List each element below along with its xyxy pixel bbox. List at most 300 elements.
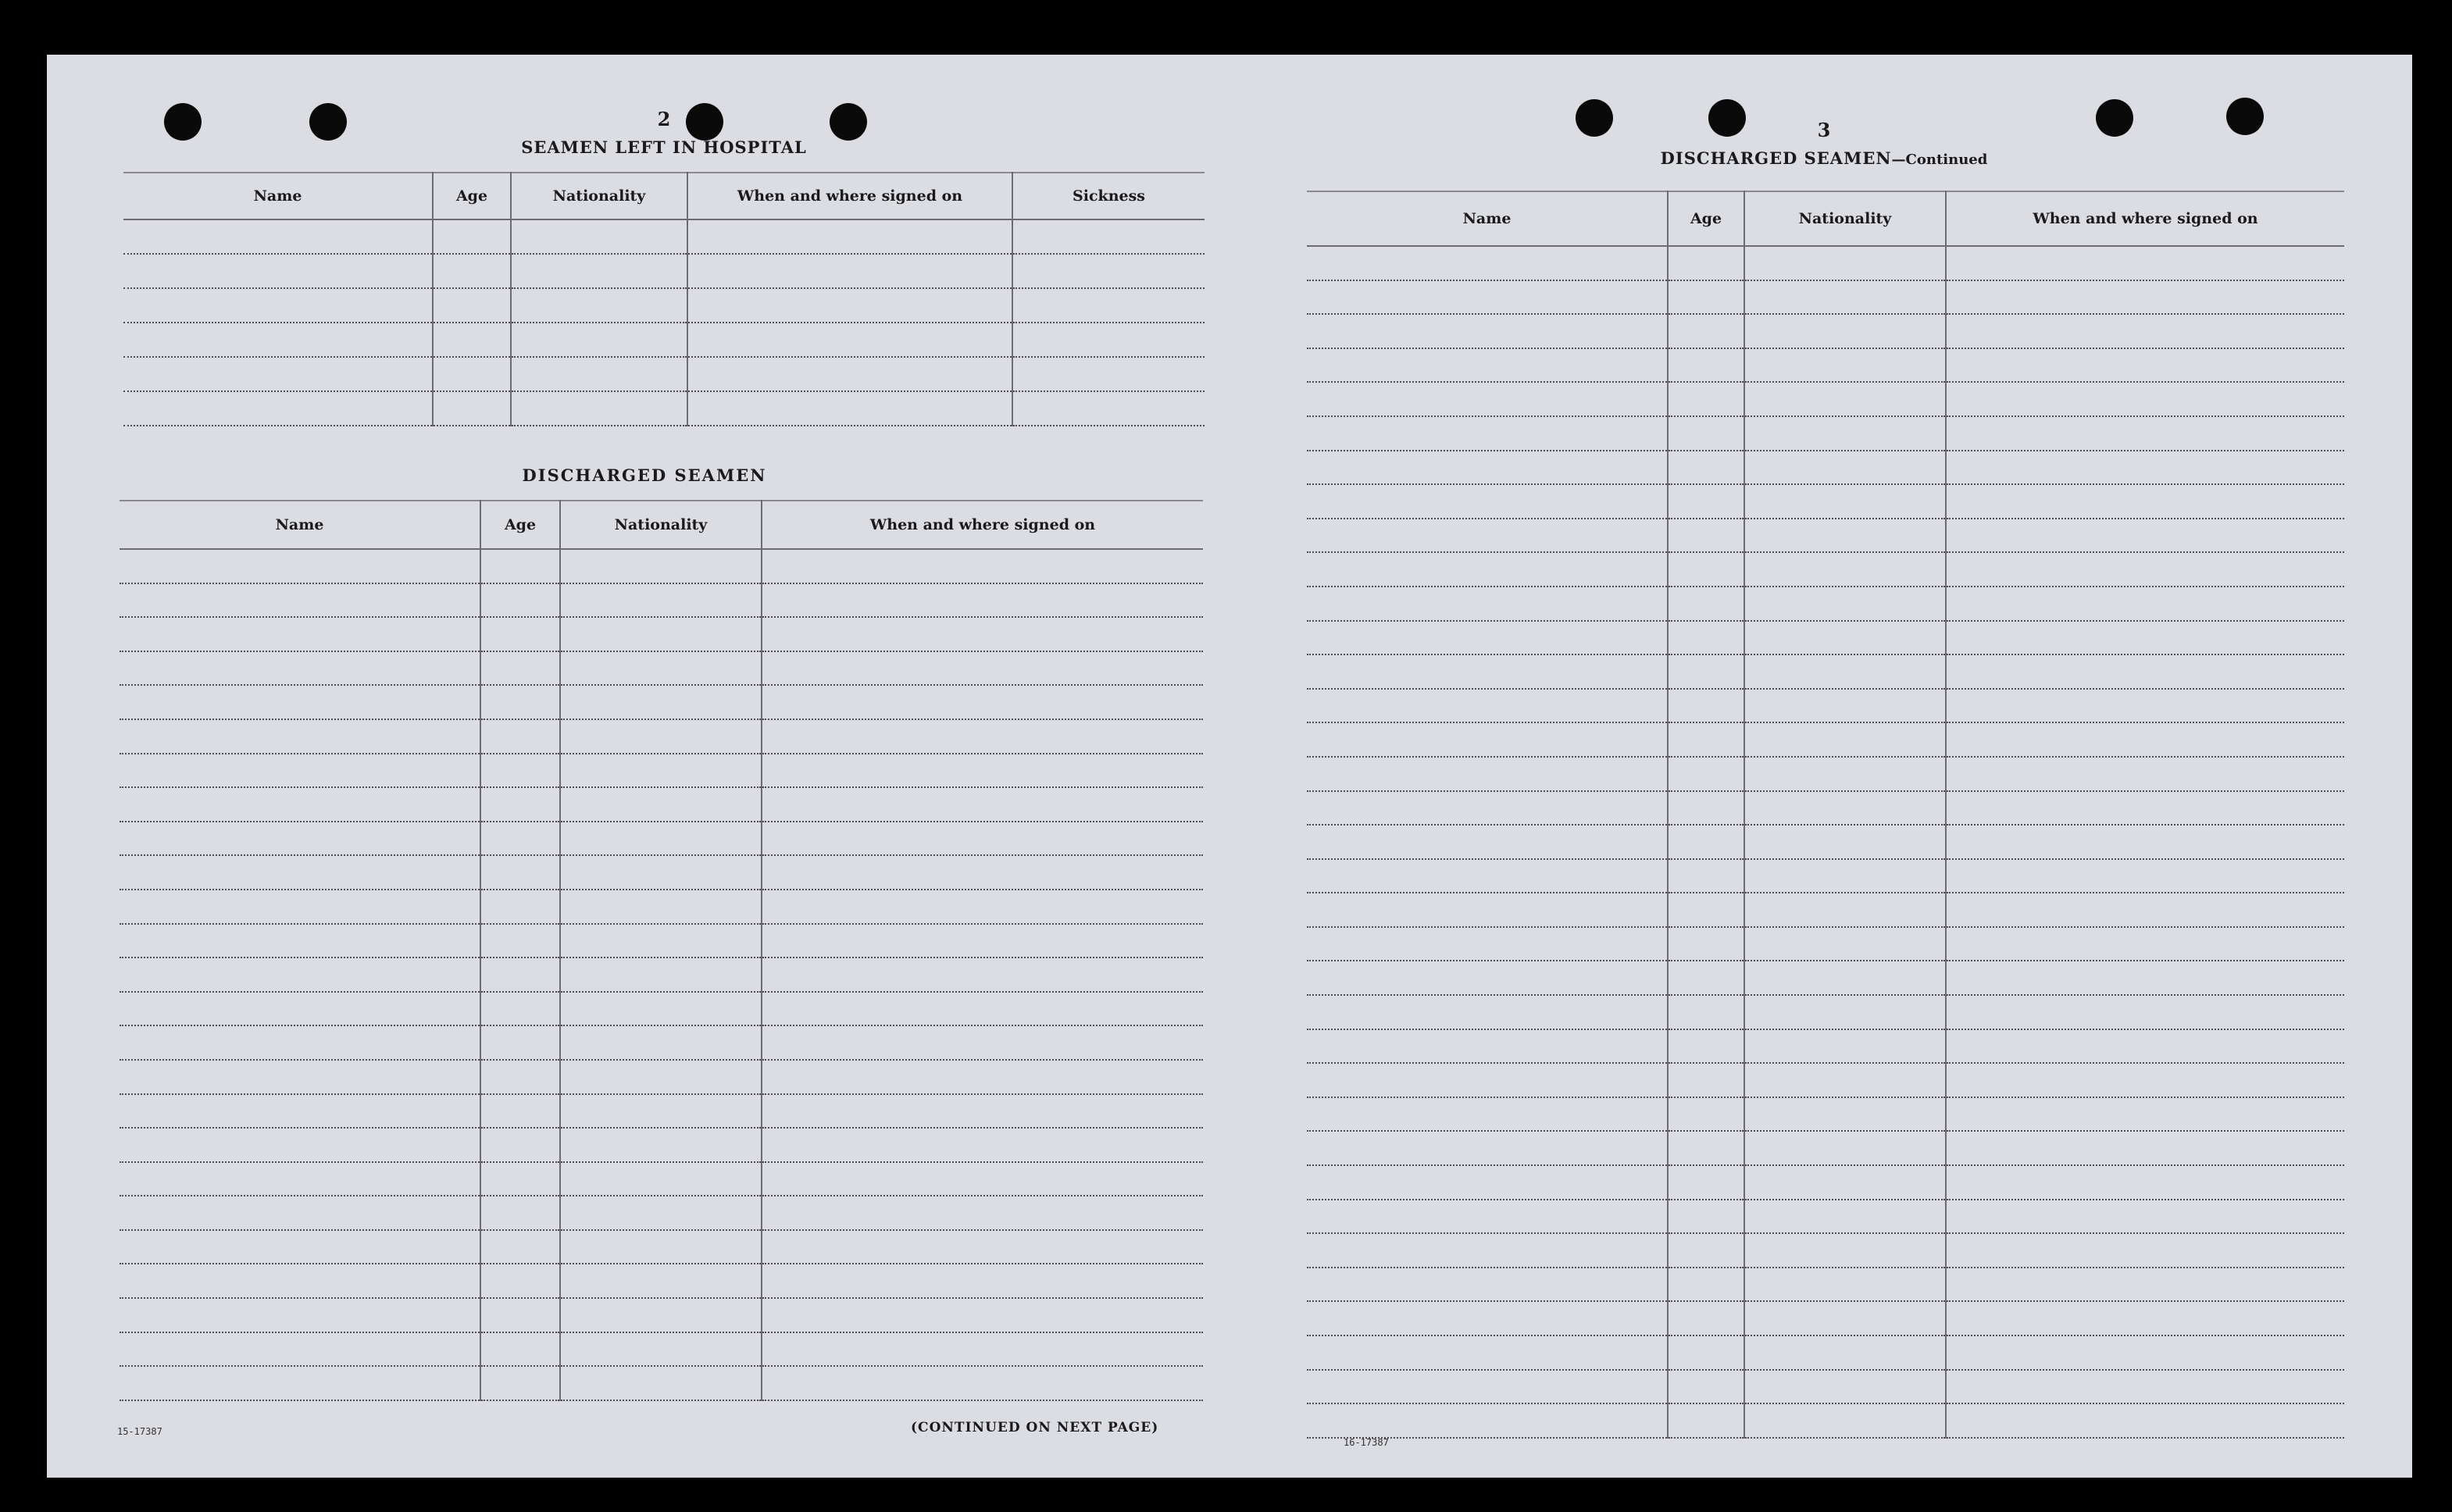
table-row bbox=[120, 1196, 1203, 1230]
blank-entry-cell bbox=[762, 1230, 1203, 1264]
blank-entry-cell bbox=[511, 323, 687, 357]
blank-entry-cell bbox=[433, 391, 511, 426]
blank-entry-cell bbox=[1307, 791, 1668, 826]
blank-entry-cell bbox=[480, 617, 560, 651]
blank-entry-cell bbox=[560, 1230, 762, 1264]
blank-entry-cell bbox=[560, 1264, 762, 1298]
column-header-nationality: Nationality bbox=[1744, 191, 1946, 246]
blank-entry-cell bbox=[1668, 1301, 1744, 1335]
table-row bbox=[1307, 484, 2344, 519]
blank-entry-cell bbox=[511, 288, 687, 323]
blank-entry-cell bbox=[1307, 1268, 1668, 1302]
blank-entry-cell bbox=[480, 1230, 560, 1264]
blank-entry-cell bbox=[1668, 1403, 1744, 1438]
blank-entry-cell bbox=[1946, 995, 2344, 1029]
blank-entry-cell bbox=[1668, 1131, 1744, 1165]
blank-entry-cell bbox=[762, 787, 1203, 822]
blank-entry-cell bbox=[1307, 1131, 1668, 1165]
table-row bbox=[1307, 689, 2344, 723]
blank-entry-cell bbox=[762, 1025, 1203, 1060]
blank-entry-cell bbox=[560, 1162, 762, 1196]
blank-entry-cell bbox=[120, 924, 480, 958]
hospital-table-body bbox=[123, 219, 1205, 426]
blank-entry-cell bbox=[1668, 451, 1744, 485]
blank-entry-cell bbox=[120, 617, 480, 651]
continued-header-row bbox=[1307, 191, 2344, 246]
table-row bbox=[1307, 859, 2344, 893]
blank-entry-cell bbox=[687, 219, 1012, 254]
blank-entry-cell bbox=[1668, 1233, 1744, 1268]
blank-entry-cell bbox=[1744, 1335, 1946, 1370]
blank-entry-cell bbox=[687, 357, 1012, 391]
form-code: 15-17387 bbox=[117, 1426, 162, 1437]
table-row bbox=[120, 992, 1203, 1026]
blank-entry-cell bbox=[1307, 1165, 1668, 1200]
hospital-table bbox=[123, 172, 1205, 426]
blank-entry-cell bbox=[762, 685, 1203, 719]
blank-entry-cell bbox=[762, 617, 1203, 651]
table-row bbox=[123, 391, 1205, 426]
blank-entry-cell bbox=[560, 1025, 762, 1060]
blank-entry-cell bbox=[480, 1060, 560, 1094]
blank-entry-cell bbox=[1744, 1165, 1946, 1200]
table-row bbox=[120, 1332, 1203, 1367]
discharged-table bbox=[120, 500, 1203, 1401]
blank-entry-cell bbox=[1668, 1200, 1744, 1234]
blank-entry-cell bbox=[1668, 1063, 1744, 1097]
form-code: 16-17387 bbox=[1344, 1437, 1389, 1448]
blank-entry-cell bbox=[120, 1332, 480, 1367]
blank-entry-cell bbox=[1744, 451, 1946, 485]
blank-entry-cell bbox=[1668, 416, 1744, 451]
blank-entry-cell bbox=[480, 855, 560, 890]
table-row bbox=[1307, 1200, 2344, 1234]
blank-entry-cell bbox=[1744, 1063, 1946, 1097]
blank-entry-cell bbox=[1744, 1403, 1946, 1438]
blank-entry-cell bbox=[511, 219, 687, 254]
table-row bbox=[1307, 722, 2344, 757]
blank-entry-cell bbox=[1307, 961, 1668, 995]
blank-entry-cell bbox=[1668, 382, 1744, 416]
blank-entry-cell bbox=[1946, 519, 2344, 553]
blank-entry-cell bbox=[123, 219, 433, 254]
discharged-table-body bbox=[120, 549, 1203, 1400]
blank-entry-cell bbox=[1012, 391, 1205, 426]
blank-entry-cell bbox=[1668, 927, 1744, 961]
blank-entry-cell bbox=[1946, 927, 2344, 961]
blank-entry-cell bbox=[1744, 1233, 1946, 1268]
blank-entry-cell bbox=[1744, 757, 1946, 791]
hospital-section-title: SEAMEN LEFT IN HOSPITAL bbox=[521, 137, 807, 157]
blank-entry-cell bbox=[1307, 519, 1668, 553]
blank-entry-cell bbox=[120, 1025, 480, 1060]
blank-entry-cell bbox=[480, 754, 560, 788]
blank-entry-cell bbox=[1946, 451, 2344, 485]
blank-entry-cell bbox=[480, 992, 560, 1026]
blank-entry-cell bbox=[560, 617, 762, 651]
discharged-continued-title-main: DISCHARGED SEAMEN bbox=[1660, 148, 1892, 168]
table-row bbox=[1307, 1268, 2344, 1302]
blank-entry-cell bbox=[1946, 1063, 2344, 1097]
table-row bbox=[1307, 1301, 2344, 1335]
table-row bbox=[120, 583, 1203, 618]
blank-entry-cell bbox=[1744, 552, 1946, 587]
blank-entry-cell bbox=[511, 254, 687, 288]
blank-entry-cell bbox=[1668, 961, 1744, 995]
blank-entry-cell bbox=[511, 357, 687, 391]
blank-entry-cell bbox=[1946, 1200, 2344, 1234]
blank-entry-cell bbox=[1946, 1370, 2344, 1404]
blank-entry-cell bbox=[433, 323, 511, 357]
blank-entry-cell bbox=[762, 992, 1203, 1026]
blank-entry-cell bbox=[1307, 1403, 1668, 1438]
table-row bbox=[1307, 1029, 2344, 1064]
blank-entry-cell bbox=[433, 254, 511, 288]
discharged-continued-title bbox=[1578, 148, 2070, 168]
blank-entry-cell bbox=[1946, 791, 2344, 826]
blank-entry-cell bbox=[123, 323, 433, 357]
blank-entry-cell bbox=[1946, 961, 2344, 995]
blank-entry-cell bbox=[480, 1128, 560, 1162]
blank-entry-cell bbox=[560, 685, 762, 719]
table-row bbox=[120, 787, 1203, 822]
blank-entry-cell bbox=[480, 1366, 560, 1400]
blank-entry-cell bbox=[1946, 416, 2344, 451]
blank-entry-cell bbox=[1946, 314, 2344, 348]
blank-entry-cell bbox=[1946, 893, 2344, 927]
blank-entry-cell bbox=[433, 288, 511, 323]
blank-entry-cell bbox=[480, 1332, 560, 1367]
blank-entry-cell bbox=[1668, 1335, 1744, 1370]
blank-entry-cell bbox=[480, 1196, 560, 1230]
blank-entry-cell bbox=[762, 1298, 1203, 1332]
table-row bbox=[1307, 1403, 2344, 1438]
table-row bbox=[1307, 451, 2344, 485]
blank-entry-cell bbox=[1744, 382, 1946, 416]
blank-entry-cell bbox=[1668, 1370, 1744, 1404]
table-row bbox=[120, 719, 1203, 754]
blank-entry-cell bbox=[1668, 995, 1744, 1029]
table-row bbox=[120, 924, 1203, 958]
blank-entry-cell bbox=[1668, 1165, 1744, 1200]
table-row bbox=[120, 754, 1203, 788]
blank-entry-cell bbox=[480, 719, 560, 754]
table-row bbox=[1307, 587, 2344, 621]
blank-entry-cell bbox=[1744, 859, 1946, 893]
table-row bbox=[123, 357, 1205, 391]
blank-entry-cell bbox=[480, 685, 560, 719]
blank-entry-cell bbox=[1307, 348, 1668, 383]
blank-entry-cell bbox=[1307, 825, 1668, 859]
blank-entry-cell bbox=[560, 890, 762, 924]
table-row bbox=[1307, 791, 2344, 826]
blank-entry-cell bbox=[762, 1332, 1203, 1367]
blank-entry-cell bbox=[1744, 1301, 1946, 1335]
blank-entry-cell bbox=[480, 822, 560, 856]
blank-entry-cell bbox=[1946, 1301, 2344, 1335]
table-row bbox=[123, 254, 1205, 288]
table-row bbox=[123, 288, 1205, 323]
table-row bbox=[120, 1264, 1203, 1298]
blank-entry-cell bbox=[1668, 893, 1744, 927]
table-row bbox=[1307, 280, 2344, 315]
table-row bbox=[120, 1298, 1203, 1332]
blank-entry-cell bbox=[123, 254, 433, 288]
blank-entry-cell bbox=[480, 787, 560, 822]
blank-entry-cell bbox=[762, 1264, 1203, 1298]
blank-entry-cell bbox=[1744, 246, 1946, 280]
column-header-when-and-where-signed-on: When and where signed on bbox=[1946, 191, 2344, 246]
blank-entry-cell bbox=[1946, 689, 2344, 723]
blank-entry-cell bbox=[1744, 791, 1946, 826]
blank-entry-cell bbox=[120, 1366, 480, 1400]
blank-entry-cell bbox=[560, 719, 762, 754]
blank-entry-cell bbox=[480, 957, 560, 992]
blank-entry-cell bbox=[687, 254, 1012, 288]
blank-entry-cell bbox=[480, 1094, 560, 1129]
blank-entry-cell bbox=[1744, 1370, 1946, 1404]
blank-entry-cell bbox=[687, 323, 1012, 357]
blank-entry-cell bbox=[1307, 1063, 1668, 1097]
blank-entry-cell bbox=[560, 992, 762, 1026]
table-row bbox=[1307, 1097, 2344, 1132]
blank-entry-cell bbox=[762, 890, 1203, 924]
blank-entry-cell bbox=[1946, 348, 2344, 383]
blank-entry-cell bbox=[120, 1196, 480, 1230]
blank-entry-cell bbox=[1668, 1029, 1744, 1064]
column-header-name: Name bbox=[123, 173, 433, 219]
blank-entry-cell bbox=[1668, 722, 1744, 757]
blank-entry-cell bbox=[1307, 484, 1668, 519]
blank-entry-cell bbox=[762, 957, 1203, 992]
blank-entry-cell bbox=[120, 1230, 480, 1264]
blank-entry-cell bbox=[120, 1264, 480, 1298]
table-row bbox=[1307, 1233, 2344, 1268]
blank-entry-cell bbox=[1946, 1233, 2344, 1268]
blank-entry-cell bbox=[1012, 288, 1205, 323]
blank-entry-cell bbox=[762, 1162, 1203, 1196]
blank-entry-cell bbox=[1744, 995, 1946, 1029]
blank-entry-cell bbox=[123, 391, 433, 426]
blank-entry-cell bbox=[1307, 1097, 1668, 1132]
table-row bbox=[1307, 348, 2344, 383]
table-row bbox=[120, 1162, 1203, 1196]
column-header-name: Name bbox=[120, 501, 480, 549]
blank-entry-cell bbox=[1307, 927, 1668, 961]
blank-entry-cell bbox=[433, 219, 511, 254]
table-row bbox=[1307, 1131, 2344, 1165]
blank-entry-cell bbox=[1668, 1097, 1744, 1132]
blank-entry-cell bbox=[1668, 280, 1744, 315]
column-header-age: Age bbox=[433, 173, 511, 219]
discharged-section-title: DISCHARGED SEAMEN bbox=[522, 465, 767, 485]
blank-entry-cell bbox=[762, 924, 1203, 958]
blank-entry-cell bbox=[1668, 791, 1744, 826]
table-row bbox=[1307, 416, 2344, 451]
blank-entry-cell bbox=[762, 1094, 1203, 1129]
blank-entry-cell bbox=[762, 719, 1203, 754]
blank-entry-cell bbox=[123, 357, 433, 391]
blank-entry-cell bbox=[1307, 1335, 1668, 1370]
blank-entry-cell bbox=[120, 992, 480, 1026]
blank-entry-cell bbox=[1946, 825, 2344, 859]
table-row bbox=[1307, 1165, 2344, 1200]
blank-entry-cell bbox=[1668, 621, 1744, 655]
blank-entry-cell bbox=[1668, 314, 1744, 348]
blank-entry-cell bbox=[560, 651, 762, 686]
blank-entry-cell bbox=[1744, 654, 1946, 689]
blank-entry-cell bbox=[1946, 484, 2344, 519]
blank-entry-cell bbox=[120, 685, 480, 719]
table-row bbox=[1307, 654, 2344, 689]
table-row bbox=[1307, 519, 2344, 553]
blank-entry-cell bbox=[560, 787, 762, 822]
blank-entry-cell bbox=[1668, 1268, 1744, 1302]
column-header-age: Age bbox=[1668, 191, 1744, 246]
blank-entry-cell bbox=[1946, 587, 2344, 621]
table-row bbox=[120, 1230, 1203, 1264]
blank-entry-cell bbox=[762, 1196, 1203, 1230]
blank-entry-cell bbox=[120, 787, 480, 822]
blank-entry-cell bbox=[560, 1332, 762, 1367]
blank-entry-cell bbox=[1307, 1200, 1668, 1234]
blank-entry-cell bbox=[560, 957, 762, 992]
blank-entry-cell bbox=[480, 1298, 560, 1332]
blank-entry-cell bbox=[1307, 416, 1668, 451]
blank-entry-cell bbox=[1744, 587, 1946, 621]
blank-entry-cell bbox=[1946, 246, 2344, 280]
blank-entry-cell bbox=[1744, 961, 1946, 995]
right-page bbox=[1250, 55, 2412, 1478]
blank-entry-cell bbox=[1744, 825, 1946, 859]
blank-entry-cell bbox=[687, 288, 1012, 323]
blank-entry-cell bbox=[1307, 621, 1668, 655]
blank-entry-cell bbox=[120, 754, 480, 788]
blank-entry-cell bbox=[1946, 859, 2344, 893]
blank-entry-cell bbox=[120, 1060, 480, 1094]
table-row bbox=[1307, 621, 2344, 655]
column-header-age: Age bbox=[480, 501, 560, 549]
blank-entry-cell bbox=[560, 583, 762, 618]
blank-entry-cell bbox=[120, 822, 480, 856]
table-row bbox=[1307, 927, 2344, 961]
table-row bbox=[120, 957, 1203, 992]
table-row bbox=[120, 1094, 1203, 1129]
blank-entry-cell bbox=[1668, 689, 1744, 723]
blank-entry-cell bbox=[1744, 1131, 1946, 1165]
table-row bbox=[120, 822, 1203, 856]
ledger-sheet bbox=[47, 55, 2412, 1478]
table-row bbox=[1307, 825, 2344, 859]
blank-entry-cell bbox=[120, 549, 480, 583]
blank-entry-cell bbox=[1946, 1403, 2344, 1438]
table-row bbox=[120, 685, 1203, 719]
blank-entry-cell bbox=[123, 288, 433, 323]
blank-entry-cell bbox=[1744, 484, 1946, 519]
blank-entry-cell bbox=[120, 1094, 480, 1129]
blank-entry-cell bbox=[1744, 927, 1946, 961]
blank-entry-cell bbox=[1668, 484, 1744, 519]
blank-entry-cell bbox=[120, 855, 480, 890]
blank-entry-cell bbox=[560, 1196, 762, 1230]
table-row bbox=[120, 617, 1203, 651]
blank-entry-cell bbox=[1744, 519, 1946, 553]
blank-entry-cell bbox=[1307, 654, 1668, 689]
blank-entry-cell bbox=[1946, 552, 2344, 587]
blank-entry-cell bbox=[1744, 689, 1946, 723]
table-row bbox=[120, 1128, 1203, 1162]
blank-entry-cell bbox=[560, 549, 762, 583]
table-row bbox=[1307, 246, 2344, 280]
blank-entry-cell bbox=[560, 754, 762, 788]
blank-entry-cell bbox=[1744, 348, 1946, 383]
blank-entry-cell bbox=[762, 549, 1203, 583]
table-row bbox=[120, 549, 1203, 583]
blank-entry-cell bbox=[480, 1162, 560, 1196]
blank-entry-cell bbox=[1307, 246, 1668, 280]
table-row bbox=[123, 323, 1205, 357]
blank-entry-cell bbox=[762, 583, 1203, 618]
blank-entry-cell bbox=[480, 890, 560, 924]
blank-entry-cell bbox=[762, 1060, 1203, 1094]
blank-entry-cell bbox=[1307, 382, 1668, 416]
blank-entry-cell bbox=[1946, 722, 2344, 757]
blank-entry-cell bbox=[120, 1128, 480, 1162]
table-row bbox=[120, 1366, 1203, 1400]
blank-entry-cell bbox=[1744, 416, 1946, 451]
table-row bbox=[120, 890, 1203, 924]
blank-entry-cell bbox=[1668, 552, 1744, 587]
continued-note: (CONTINUED ON NEXT PAGE) bbox=[911, 1420, 1159, 1435]
blank-entry-cell bbox=[120, 957, 480, 992]
column-header-when-and-where-signed-on: When and where signed on bbox=[762, 501, 1203, 549]
blank-entry-cell bbox=[480, 651, 560, 686]
blank-entry-cell bbox=[1744, 1097, 1946, 1132]
blank-entry-cell bbox=[1307, 314, 1668, 348]
blank-entry-cell bbox=[687, 391, 1012, 426]
blank-entry-cell bbox=[1946, 1335, 2344, 1370]
blank-entry-cell bbox=[560, 822, 762, 856]
blank-entry-cell bbox=[1307, 859, 1668, 893]
blank-entry-cell bbox=[1307, 1029, 1668, 1064]
table-row bbox=[1307, 961, 2344, 995]
blank-entry-cell bbox=[480, 549, 560, 583]
discharged-header-row bbox=[120, 501, 1203, 549]
blank-entry-cell bbox=[1946, 757, 2344, 791]
continued-table bbox=[1307, 191, 2344, 1439]
blank-entry-cell bbox=[1946, 1165, 2344, 1200]
table-row bbox=[1307, 1063, 2344, 1097]
blank-entry-cell bbox=[762, 1366, 1203, 1400]
blank-entry-cell bbox=[1668, 519, 1744, 553]
continued-suffix: —Continued bbox=[1891, 152, 1988, 168]
column-header-when-and-where-signed-on: When and where signed on bbox=[687, 173, 1012, 219]
blank-entry-cell bbox=[120, 1162, 480, 1196]
blank-entry-cell bbox=[1744, 1029, 1946, 1064]
blank-entry-cell bbox=[560, 1366, 762, 1400]
blank-entry-cell bbox=[1668, 246, 1744, 280]
blank-entry-cell bbox=[1744, 280, 1946, 315]
blank-entry-cell bbox=[560, 1128, 762, 1162]
column-header-sickness: Sickness bbox=[1012, 173, 1205, 219]
blank-entry-cell bbox=[1946, 621, 2344, 655]
table-row bbox=[1307, 382, 2344, 416]
blank-entry-cell bbox=[1668, 859, 1744, 893]
blank-entry-cell bbox=[1307, 1370, 1668, 1404]
blank-entry-cell bbox=[1744, 1268, 1946, 1302]
blank-entry-cell bbox=[1668, 587, 1744, 621]
table-row bbox=[1307, 757, 2344, 791]
